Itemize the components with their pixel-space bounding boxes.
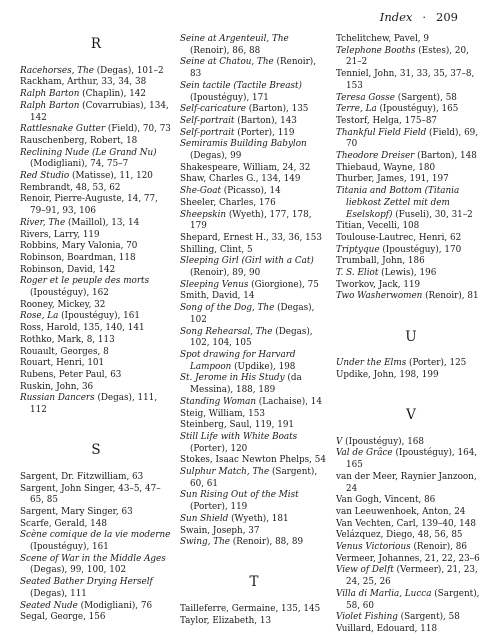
entry-text: (Degas), 111, 112: [30, 393, 158, 416]
index-entry: [336, 437, 486, 449]
entry-text: (Field), 70, 73: [105, 124, 171, 135]
spacer: [180, 561, 328, 573]
page-number: 209: [436, 10, 458, 24]
index-entry: [20, 612, 172, 624]
index-entry: [180, 397, 328, 409]
entry-title-text: Reclining Nude (Le Grand Nu): [20, 147, 157, 158]
index-entry: [180, 198, 328, 210]
entry-text: (Maillol), 13, 14: [65, 217, 140, 228]
entry-text: Van Gogh, Vincent, 86: [336, 495, 436, 506]
index-entry: [180, 327, 328, 350]
entry-text: van Leeuwenhoek, Anton, 24: [336, 506, 466, 517]
entry-text: (Ipoustéguy), 165: [376, 104, 459, 115]
entry-title-text: T. S. Eliot: [336, 268, 379, 279]
index-entry: [20, 89, 172, 101]
index-column-2: [180, 34, 328, 627]
index-column-1: [20, 34, 172, 624]
entry-text: Robinson, David, 142: [20, 264, 116, 275]
spacer: [336, 382, 486, 394]
index-entry: [336, 93, 486, 105]
entry-text: (Ipoustéguy), 162: [30, 288, 109, 299]
index-entry: [20, 148, 172, 171]
entry-text: Sargent, John Singer, 43–5, 47–65, 85: [20, 483, 161, 506]
index-entry: [336, 256, 486, 268]
spacer: [20, 417, 172, 429]
entry-title-text: Val de Grâce: [336, 448, 393, 459]
entry-text: (Degas), 101–2: [93, 65, 164, 76]
spacer: [336, 315, 486, 327]
entry-text: Renoir, Pierre-Auguste, 14, 77, 79–91, 93, 106: [20, 194, 158, 217]
entry-text: Sargent, Mary Singer, 63: [20, 506, 133, 517]
entry-title-text: V: [336, 436, 343, 447]
index-entry: [336, 624, 486, 636]
index-entry: [20, 66, 172, 78]
entry-text: Robbins, Mary Valonia, 70: [20, 241, 138, 252]
entry-title-text: Ralph Barton: [20, 89, 80, 100]
entry-text: Tchelitchew, Pavel, 9: [336, 34, 429, 44]
entry-title-text: Ralph Barton: [20, 100, 80, 111]
spacer: [336, 393, 486, 405]
entry-text: (Ipoustéguy), 161: [58, 311, 140, 322]
index-entry: [180, 420, 328, 432]
entry-text: (Renoir), 81: [422, 291, 479, 302]
entry-text: Swain, Joseph, 37: [180, 525, 260, 536]
entry-text: Velázquez, Diego, 48, 56, 85: [336, 530, 463, 541]
index-entry: [336, 612, 486, 624]
entry-title-text: Sleeping Girl (Girl with a Cat): [180, 256, 314, 267]
index-entry: [180, 373, 328, 396]
index-entry: [20, 507, 172, 519]
entry-text: (Renoir), 83: [190, 57, 317, 80]
entry-title-text: Theodore Dreiser: [336, 151, 415, 162]
entry-text: (Modigliani), 74, 75–7: [30, 159, 129, 170]
index-entry: [180, 233, 328, 245]
entry-text: Shaw, Charles G., 134, 149: [180, 174, 301, 185]
index-entry: [180, 350, 328, 373]
entry-text: Steig, William, 153: [180, 408, 265, 419]
entry-text: (Sargent), 58: [397, 612, 460, 623]
spacer: [336, 425, 486, 437]
index-entry: [336, 46, 486, 69]
index-entry: [336, 495, 486, 507]
entry-title-text: Song Rehearsal, The: [180, 326, 273, 337]
entry-title-text: Roger et le peuple des morts: [20, 276, 150, 287]
entry-title-text: Seine at Argenteuil, The: [180, 34, 289, 44]
spacer: [336, 347, 486, 359]
entry-text: Rouart, Henri, 101: [20, 358, 105, 369]
index-entry: [20, 358, 172, 370]
section-letter: S: [91, 442, 101, 459]
entry-title-text: Thankful Field Field: [336, 127, 427, 138]
index-entry: [20, 194, 172, 217]
spacer: [20, 428, 172, 440]
entry-title-text: Spot drawing for Harvard Lampoon: [180, 349, 296, 372]
index-entry: [180, 432, 328, 455]
entry-title-text: Terre, La: [336, 104, 377, 115]
entry-text: Rauschenberg, Robert, 18: [20, 135, 138, 146]
index-entry: [20, 77, 172, 89]
index-entry: [180, 163, 328, 175]
index-entry: [20, 519, 172, 531]
index-entry: [336, 186, 486, 221]
entry-text: (Renoir), 86, 88: [190, 45, 261, 56]
entry-text: Rouault, Georges, 8: [20, 346, 109, 357]
entry-text: Tworkov, Jack, 119: [336, 279, 421, 290]
entry-text: Shilling, Clint, 5: [180, 244, 253, 255]
index-entry: [20, 241, 172, 253]
entry-text: Vermeer, Johannes, 21, 22, 23–6: [336, 553, 480, 564]
header-separator: ·: [422, 10, 427, 24]
index-entry: [20, 335, 172, 347]
entry-text: (Porter), 120: [190, 443, 248, 454]
entry-title-text: Telephone Booths: [336, 45, 416, 56]
entry-title-text: She-Goat: [180, 186, 221, 197]
index-entry: [180, 186, 328, 198]
entry-text: (Wyeth), 177, 178, 179: [190, 209, 312, 232]
entry-text: (Renoir), 88, 89: [230, 537, 304, 548]
index-column-3: [336, 34, 486, 636]
index-entry: [336, 151, 486, 163]
index-entry: [20, 276, 172, 299]
index-entry: [20, 393, 172, 416]
spacer: [20, 460, 172, 472]
index-entry: [336, 519, 486, 531]
entry-title-text: Seine at Chatou, The: [180, 57, 274, 68]
entry-text: Van Vechten, Carl, 139–40, 148: [336, 518, 476, 529]
entry-text: Steinberg, Saul, 119, 191: [180, 420, 295, 431]
index-entry: [180, 57, 328, 80]
entry-text: (Sargent), 60, 61: [190, 467, 318, 489]
entry-text: Scarfe, Gerald, 148: [20, 518, 107, 529]
entry-title-text: River, The: [20, 217, 66, 228]
index-entry: [336, 233, 486, 245]
entry-text: (Estes), 20, 21–2: [346, 45, 469, 68]
entry-title-text: Titania and Bottom (Titania liebkost Zettel mit dem Eselskopf): [336, 186, 460, 220]
index-entry: [336, 69, 486, 92]
index-entry: [336, 530, 486, 542]
entry-text: (Lewis), 196: [378, 268, 437, 279]
entry-text: (Covarrubias), 134, 142: [30, 100, 169, 123]
entry-text: (Wyeth), 181: [228, 513, 289, 524]
entry-text: (Degas), 99, 100, 102: [30, 565, 127, 576]
entry-text: Shakespeare, William, 24, 32: [180, 162, 311, 173]
entry-text: Smith, David, 14: [180, 291, 255, 302]
index-entry: [20, 311, 172, 323]
entry-text: (Ipoustéguy), 168: [342, 436, 424, 447]
entry-title-text: Villa di Marlia, Lucca: [336, 588, 432, 599]
index-entry: [20, 370, 172, 382]
entry-text: (Ipoustéguy), 170: [379, 244, 462, 255]
entry-text: (Ipoustéguy), 164, 165: [346, 448, 478, 471]
entry-title-text: Two Washerwomen: [336, 291, 423, 302]
entry-text: (Barton), 143: [234, 115, 297, 126]
index-entry: [20, 124, 172, 136]
index-entry: [336, 370, 486, 382]
index-entry: [180, 128, 328, 140]
entry-text: (Chaplin), 142: [79, 89, 146, 100]
entry-title-text: Seated Bather Drying Herself: [20, 577, 153, 588]
section-letter: U: [405, 328, 417, 345]
header-title: Index: [379, 10, 413, 24]
index-entry: [20, 554, 172, 577]
index-entry: [336, 291, 486, 303]
entry-text: (Degas), 111: [30, 588, 87, 599]
entry-text: (Porter), 119: [190, 502, 248, 513]
entry-title-text: Still Life with White Boats: [180, 431, 298, 442]
entry-title-text: St. Jerome in His Study: [180, 373, 285, 384]
index-entry: [336, 507, 486, 519]
entry-text: Testorf, Helga, 175–87: [336, 115, 438, 126]
entry-text: (Picasso), 14: [220, 186, 281, 197]
index-entry: [336, 104, 486, 116]
entry-title-text: Scene of War in the Middle Ages: [20, 553, 166, 564]
index-entry: [180, 116, 328, 128]
index-entry: [336, 542, 486, 554]
entry-text: Stokes, Isaac Newton Phelps, 54: [180, 455, 326, 466]
index-entry: [336, 589, 486, 612]
entry-title-text: Swing, The: [180, 537, 230, 548]
index-entry: [336, 565, 486, 588]
index-entry: [180, 210, 328, 233]
index-entry: [180, 174, 328, 186]
index-entry: [20, 230, 172, 242]
entry-title-text: Standing Woman: [180, 396, 257, 407]
entry-text: (Degas), 102, 104, 105: [190, 326, 313, 349]
index-entry: [20, 484, 172, 507]
index-entry: [20, 577, 172, 600]
entry-text: Rackham, Arthur, 33, 34, 38: [20, 77, 147, 88]
entry-title-text: Rose, La: [20, 311, 59, 322]
entry-title-text: Sun Rising Out of the Mist: [180, 490, 299, 501]
entry-text: Shepard, Ernest H., 33, 36, 153: [180, 232, 322, 243]
index-entry: [20, 183, 172, 195]
entry-text: (Barton), 135: [245, 104, 309, 115]
entry-title-text: Russian Dancers: [20, 393, 95, 404]
entry-text: (Matisse), 11, 120: [69, 171, 153, 182]
entry-title-text: Red Studio: [20, 171, 70, 182]
entry-text: Rivers, Larry, 119: [20, 229, 100, 240]
index-entry: [336, 116, 486, 128]
index-entry: [20, 601, 172, 613]
entry-text: Rembrandt, 48, 53, 62: [20, 182, 121, 193]
index-entry: [336, 245, 486, 257]
index-entry: [180, 409, 328, 421]
index-entry: [180, 256, 328, 279]
entry-text: Toulouse-Lautrec, Henri, 62: [336, 232, 462, 243]
entry-title-text: Sheepskin: [180, 209, 227, 220]
index-entry: [336, 163, 486, 175]
index-entry: [180, 245, 328, 257]
entry-text: Robinson, Boardman, 118: [20, 252, 136, 263]
entry-text: (Degas), 99: [190, 151, 242, 162]
entry-title-text: Song of the Dog, The: [180, 303, 275, 314]
index-entry: [336, 128, 486, 151]
index-entry: [20, 265, 172, 277]
spacer: [180, 592, 328, 604]
entry-text: (Porter), 119: [234, 127, 295, 138]
entry-text: (Ipoustéguy), 161: [30, 542, 109, 553]
entry-title-text: Self-caricature: [180, 104, 246, 115]
entry-text: (Sargent), 58: [394, 92, 457, 103]
spacer: [20, 54, 172, 66]
entry-title-text: Seated Nude: [20, 600, 78, 611]
index-entry: [180, 455, 328, 467]
entry-title-text: Sleeping Venus: [180, 279, 249, 290]
section-letter: R: [90, 36, 102, 52]
entry-text: Ross, Harold, 135, 140, 141: [20, 323, 145, 334]
spacer: [336, 303, 486, 315]
entry-text: (Vermeer), 21, 23, 24, 25, 26: [346, 565, 478, 588]
index-entry: [180, 81, 328, 104]
entry-text: Ruskin, John, 36: [20, 381, 94, 392]
entry-text: (Giorgione), 75: [248, 279, 319, 290]
entry-text: Taylor, Elizabeth, 13: [180, 615, 272, 626]
index-entry: [20, 101, 172, 124]
entry-text: Tailleferre, Germaine, 135, 145: [180, 604, 321, 614]
entry-text: (Porter), 125: [406, 358, 467, 369]
index-entry: [20, 253, 172, 265]
entry-text: (Fuseli), 30, 31–2: [392, 209, 473, 220]
index-entry: [336, 358, 486, 370]
section-letter: T: [249, 574, 259, 591]
entry-text: van der Meer, Raynier Janzoon, 24: [336, 471, 477, 494]
index-entry: [336, 34, 486, 46]
index-entry: [180, 139, 328, 162]
index-entry: [20, 347, 172, 359]
entry-title-text: Triptyque: [336, 244, 380, 255]
entry-text: (Sargent), 58, 60: [346, 588, 480, 611]
entry-text: Rubens, Peter Paul, 63: [20, 369, 122, 380]
index-entry: [180, 280, 328, 292]
entry-title-text: Semiramis Building Babylon: [180, 139, 307, 150]
index-entry: [180, 291, 328, 303]
entry-title-text: Under the Elms: [336, 358, 407, 369]
entry-text: (da Messina), 188, 189: [190, 373, 302, 396]
index-entry: [20, 300, 172, 312]
entry-text: (Field), 69, 70: [346, 127, 479, 150]
index-entry: [180, 616, 328, 628]
index-entry: [20, 472, 172, 484]
index-entry: [180, 604, 328, 616]
entry-text: Trumball, John, 186: [336, 256, 425, 267]
index-entry: [180, 467, 328, 490]
entry-text: Rooney, Mickey, 32: [20, 299, 106, 310]
index-entry: [336, 174, 486, 186]
entry-text: (Barton), 148: [414, 151, 477, 162]
index-entry: [180, 34, 328, 57]
index-entry: [180, 104, 328, 116]
index-entry: [180, 526, 328, 538]
index-entry: [336, 221, 486, 233]
index-entry: [336, 448, 486, 471]
index-entry: [20, 171, 172, 183]
entry-text: Sargent, Dr. Fitzwilliam, 63: [20, 471, 144, 482]
index-entry: [20, 323, 172, 335]
index-entry: [180, 303, 328, 326]
entry-title-text: Sein tactile (Tactile Breast): [180, 80, 302, 91]
entry-title-text: Rattlesnake Gutter: [20, 124, 106, 135]
entry-title-text: Self-portrait: [180, 127, 235, 138]
entry-text: Rothko, Mark, 8, 113: [20, 334, 115, 345]
entry-text: Thiebaud, Wayne, 180: [336, 162, 436, 173]
entry-title-text: Self-portrait: [180, 115, 235, 126]
entry-text: Sheeler, Charles, 176: [180, 197, 276, 208]
entry-text: (Renoir), 86: [410, 542, 467, 553]
entry-text: Segal, George, 156: [20, 612, 106, 623]
index-entry: [336, 472, 486, 495]
index-entry: [336, 280, 486, 292]
entry-title-text: Sulphur Match, The: [180, 467, 270, 478]
entry-title-text: Teresa Gosse: [336, 92, 395, 103]
index-entry: [180, 490, 328, 513]
section-letter: V: [406, 407, 416, 424]
entry-text: Updike, John, 198, 199: [336, 369, 439, 380]
index-entry: [180, 537, 328, 549]
entry-title-text: Racehorses, The: [20, 65, 94, 76]
entry-text: (Updike), 198: [231, 361, 296, 372]
entry-title-text: View of Delft: [336, 565, 394, 576]
spacer: [180, 549, 328, 561]
entry-title-text: Violet Fishing: [336, 612, 398, 623]
entry-title-text: Sun Shield: [180, 513, 229, 524]
index-entry: [336, 554, 486, 566]
entry-text: (Lachaise), 14: [256, 396, 322, 407]
entry-text: (Renoir), 89, 90: [190, 268, 261, 279]
running-header: [380, 10, 458, 24]
entry-text: (Ipoustéguy), 171: [190, 92, 269, 103]
index-entry: [20, 382, 172, 394]
entry-text: Vuillard, Edouard, 118: [336, 623, 438, 634]
entry-title-text: Venus Victorious: [336, 542, 411, 553]
index-entry: [336, 268, 486, 280]
entry-text: (Modigliani), 76: [77, 600, 153, 611]
entry-title-text: Scène comique de la vie moderne: [20, 530, 171, 541]
index-entry: [180, 514, 328, 526]
index-entry: [20, 530, 172, 553]
entry-text: Titian, Vecelli, 108: [336, 221, 420, 232]
index-entry: [20, 136, 172, 148]
entry-text: Tenniel, John, 31, 33, 35, 37–8, 153: [336, 69, 475, 91]
index-entry: [20, 218, 172, 230]
entry-text: (Degas), 102: [190, 303, 315, 325]
entry-text: Thurber, James, 191, 197: [336, 174, 449, 185]
